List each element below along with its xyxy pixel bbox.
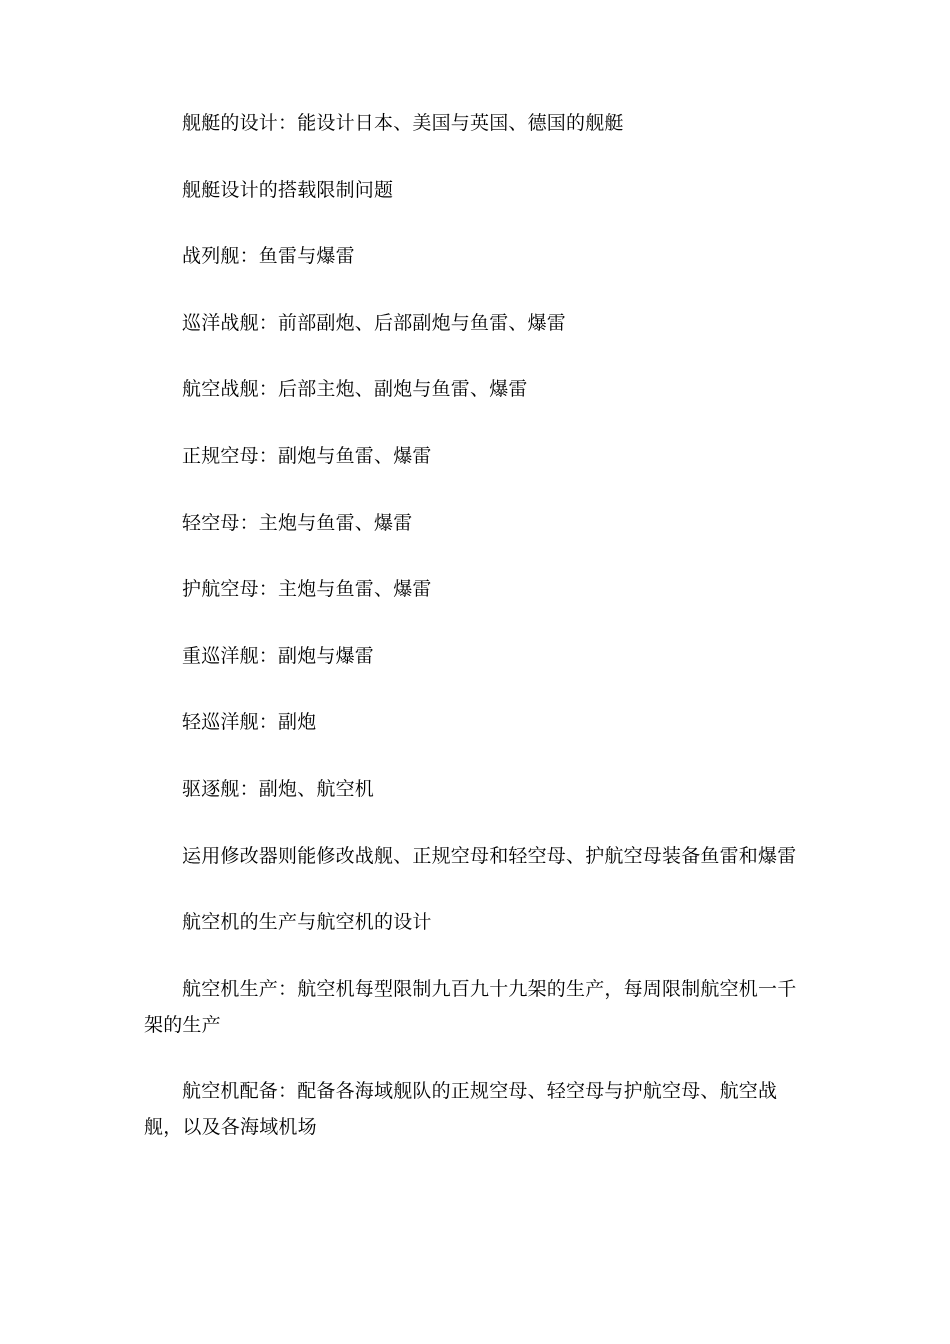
paragraph-light-cruiser: 轻巡洋舰：副炮 <box>182 711 317 734</box>
document-body <box>144 105 812 1176</box>
paragraph-fleet-carrier: 正规空母：副炮与鱼雷、爆雷 <box>182 444 432 467</box>
paragraph-battlecruiser: 巡洋战舰：前部副炮、后部副炮与鱼雷、爆雷 <box>182 311 567 334</box>
paragraph-modifier-note: 运用修改器则能修改战舰、正规空母和轻空母、护航空母装备鱼雷和爆雷 <box>182 844 797 867</box>
paragraph-aircraft-deployment: 航空机配备：配备各海域舰队的正规空母、轻空母与护航空母、航空战舰，以及各海域机场 <box>144 1080 778 1139</box>
paragraph-loadout-limits: 舰艇设计的搭载限制问题 <box>182 178 394 201</box>
paragraph-battleship: 战列舰：鱼雷与爆雷 <box>182 245 355 268</box>
paragraph-ship-design: 舰艇的设计：能设计日本、美国与英国、德国的舰艇 <box>182 112 624 134</box>
paragraph-aviation-battleship: 航空战舰：后部主炮、副炮与鱼雷、爆雷 <box>182 378 528 401</box>
paragraph-light-carrier: 轻空母：主炮与鱼雷、爆雷 <box>182 511 413 534</box>
paragraph-aircraft-section: 航空机的生产与航空机的设计 <box>182 911 432 934</box>
paragraph-destroyer: 驱逐舰：副炮、航空机 <box>182 777 375 800</box>
paragraph-escort-carrier: 护航空母：主炮与鱼雷、爆雷 <box>182 578 432 601</box>
paragraph-aircraft-production: 航空机生产：航空机每型限制九百九十九架的生产，每周限制航空机一千架的生产 <box>144 977 797 1036</box>
paragraph-heavy-cruiser: 重巡洋舰：副炮与爆雷 <box>182 644 375 667</box>
